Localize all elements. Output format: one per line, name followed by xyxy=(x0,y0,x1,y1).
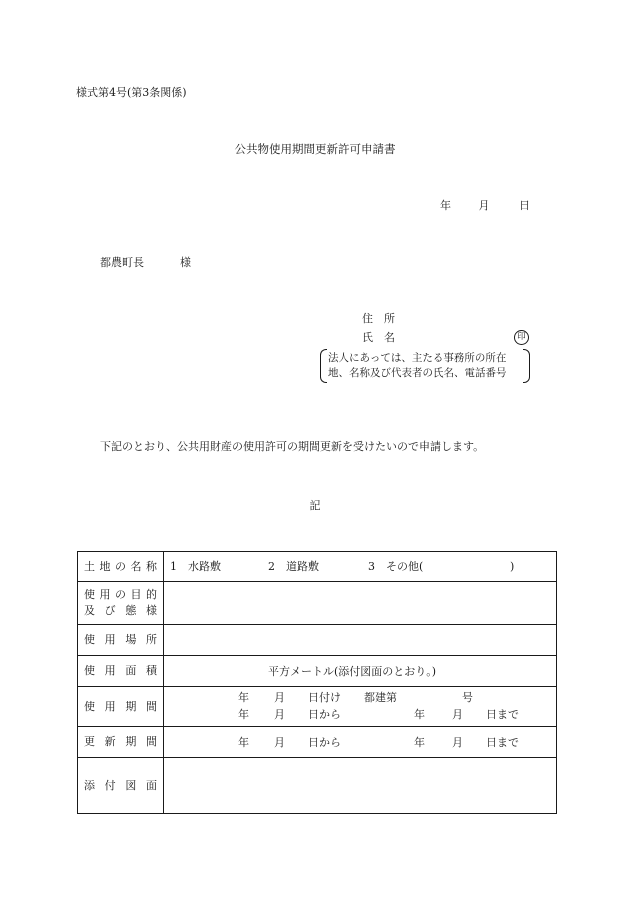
corporation-note xyxy=(320,349,530,383)
area-value xyxy=(164,656,557,687)
ki-heading: 記 xyxy=(309,499,321,512)
renewal-year: 年 xyxy=(238,736,249,749)
addressee-suffix: 様 xyxy=(180,256,191,269)
table-row-renewal xyxy=(78,727,557,758)
purpose-label xyxy=(78,582,164,625)
period-line2-year: 年 xyxy=(238,708,249,721)
table-row-drawing xyxy=(78,758,557,814)
renewal-value xyxy=(164,727,557,758)
renewal-month: 月 xyxy=(274,736,285,749)
purpose-label-line1: 使用の目的 xyxy=(84,588,157,601)
date-year: 年 xyxy=(440,199,451,212)
renewal-from: 日から xyxy=(308,736,341,749)
period-line2-year2: 年 xyxy=(414,708,425,721)
place-label: 使用場所 xyxy=(78,625,164,656)
area-label: 使用面積 xyxy=(78,656,164,687)
period-line2-month: 月 xyxy=(274,708,285,721)
period-value xyxy=(164,687,557,727)
addressee xyxy=(100,257,191,268)
seal-icon: 印 xyxy=(514,330,529,345)
purpose-label-line2: 及び態様 xyxy=(84,604,157,617)
form-number: 様式第4号(第3条関係) xyxy=(76,86,187,99)
land-option-3-close: ) xyxy=(510,560,515,573)
renewal-until: 日まで xyxy=(486,736,519,749)
period-line1-year: 年 xyxy=(238,691,249,704)
addressee-name: 都農町長 xyxy=(100,256,144,269)
document-title: 公共物使用期間更新許可申請書 xyxy=(234,142,396,156)
land-option-3: 3 その他( xyxy=(368,560,424,573)
table-row-period xyxy=(78,687,557,727)
renewal-label: 更新期間 xyxy=(78,727,164,758)
period-line1-number-prefix: 都建第 xyxy=(364,691,397,704)
period-line2-from: 日から xyxy=(308,708,341,721)
place-value xyxy=(164,625,557,656)
drawing-label: 添付図面 xyxy=(78,758,164,814)
applicant-name-label: 氏 名 xyxy=(362,331,395,344)
drawing-value xyxy=(164,758,557,814)
land-option-2: 2 道路敷 xyxy=(268,560,319,573)
table-row-area xyxy=(78,656,557,687)
left-bracket xyxy=(320,349,327,383)
date-line xyxy=(440,200,530,211)
area-unit-text: 平方メートル(添付図面のとおり。) xyxy=(268,665,437,678)
period-line2-month2: 月 xyxy=(452,708,463,721)
period-line1-month: 月 xyxy=(274,691,285,704)
period-line1-number-suffix: 号 xyxy=(462,691,473,704)
land-option-1: 1 水路敷 xyxy=(170,560,221,573)
land-name-value xyxy=(164,552,557,582)
period-label: 使用期間 xyxy=(78,687,164,727)
date-day: 日 xyxy=(519,199,530,212)
table-row-land-name xyxy=(78,552,557,582)
table-row-place xyxy=(78,625,557,656)
table-row-purpose xyxy=(78,582,557,625)
renewal-month2: 月 xyxy=(452,736,463,749)
detail-table xyxy=(77,551,557,814)
date-month: 月 xyxy=(478,199,490,212)
corporation-note-text: 法人にあっては、主たる事務所の所在地、名称及び代表者の氏名、電話番号 xyxy=(328,352,507,379)
period-line2-until: 日まで xyxy=(486,708,519,721)
purpose-value xyxy=(164,582,557,625)
body-text: 下記のとおり、公共用財産の使用許可の期間更新を受けたいので申請します。 xyxy=(100,440,485,453)
right-bracket xyxy=(523,349,530,383)
applicant-address-label: 住 所 xyxy=(362,312,395,325)
land-name-label: 土地の名称 xyxy=(78,552,164,582)
renewal-year2: 年 xyxy=(414,736,425,749)
period-line1-dated: 日付け xyxy=(308,691,341,704)
